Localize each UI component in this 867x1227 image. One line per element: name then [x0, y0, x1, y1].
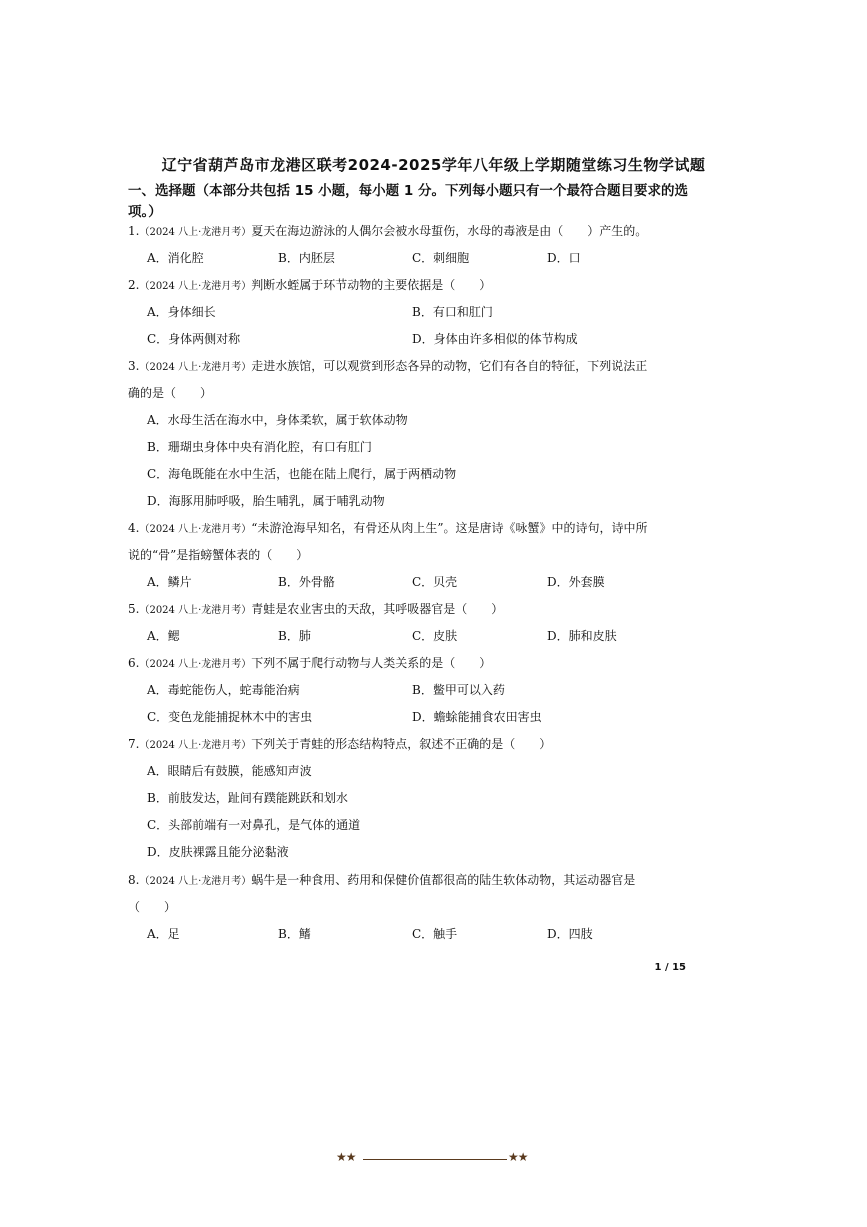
q7-option-b: B．前肢发达，趾间有蹼能跳跃和划水 — [147, 791, 348, 805]
question-7: 7.（2024 八上·龙港月考）下列关于青蛙的形态结构特点，叙述不正确的是（ ） — [128, 737, 552, 751]
q5-option-d: D．肺和皮肤 — [547, 629, 617, 643]
q1-option-c: C．刺细胞 — [412, 251, 470, 265]
q5-option-b: B．肺 — [278, 629, 311, 643]
q7-option-a: A．眼睛后有鼓膜，能感知声波 — [147, 764, 312, 778]
q7-option-c: C．头部前端有一对鼻孔，是气体的通道 — [147, 818, 361, 832]
question-4: 4.（2024 八上·龙港月考）“未游沧海早知名，有骨还从肉上生”。这是唐诗《咏蟹》中的诗句，诗中所 — [128, 521, 648, 535]
star-icon-right: ★★ — [508, 1150, 528, 1164]
question-6: 6.（2024 八上·龙港月考）下列不属于爬行动物与人类关系的是（ ） — [128, 656, 492, 670]
q2-option-a: A．身体细长 — [147, 305, 216, 319]
q2-option-b: B．有口和肛门 — [412, 305, 493, 319]
q8-option-d: D．四肢 — [547, 927, 593, 941]
q4-option-b: B．外骨骼 — [278, 575, 335, 589]
q6-option-a: A．毒蛇能伤人，蛇毒能治病 — [147, 683, 300, 697]
question-4-continued: 说的“骨”是指螃蟹体表的（ ） — [128, 548, 309, 562]
q4-option-c: C．贝壳 — [412, 575, 458, 589]
q5-option-c: C．皮肤 — [412, 629, 458, 643]
q6-option-b: B．鳖甲可以入药 — [412, 683, 505, 697]
section-heading — [128, 181, 698, 223]
q8-option-a: A．足 — [147, 927, 180, 941]
question-8: 8.（2024 八上·龙港月考）蜗牛是一种食用、药用和保健价值都很高的陆生软体动物，其运动器官是 — [128, 873, 636, 887]
q1-option-d: D．口 — [547, 251, 581, 265]
page-number: 1 / 15 — [654, 962, 686, 973]
q1-option-b: B．内胚层 — [278, 251, 335, 265]
question-1: 1.（2024 八上·龙港月考）夏天在海边游泳的人偶尔会被水母蜇伤，水母的毒液是由（ ）产生的。 — [128, 224, 648, 238]
q1-option-a: A．消化腔 — [147, 251, 204, 265]
q6-option-d: D．蟾蜍能捕食农田害虫 — [412, 710, 542, 724]
q8-option-b: B．鳍 — [278, 927, 311, 941]
q2-option-c: C．身体两侧对称 — [147, 332, 241, 346]
q3-option-d: D．海豚用肺呼吸，胎生哺乳，属于哺乳动物 — [147, 494, 385, 508]
q3-option-a: A．水母生活在海水中，身体柔软，属于软体动物 — [147, 413, 408, 427]
q3-option-c: C．海龟既能在水中生活，也能在陆上爬行，属于两栖动物 — [147, 467, 457, 481]
footer-divider — [363, 1159, 507, 1160]
q8-option-c: C．触手 — [412, 927, 458, 941]
question-5: 5.（2024 八上·龙港月考）青蛙是农业害虫的天敌，其呼吸器官是（ ） — [128, 602, 504, 616]
section-heading-line1: 一、选择题（本部分共包括 15 小题，每小题 1 分。下列每小题只有一个最符合题目要求的选 — [128, 183, 688, 199]
star-icon-left: ★★ — [336, 1150, 356, 1164]
question-8-continued: （ ） — [128, 900, 177, 914]
question-3: 3.（2024 八上·龙港月考）走进水族馆，可以观赏到形态各异的动物，它们有各自的特征，下列说法正 — [128, 359, 648, 373]
section-heading-line2: 项。） — [128, 204, 162, 220]
question-2: 2.（2024 八上·龙港月考）判断水蛭属于环节动物的主要依据是（ ） — [128, 278, 492, 292]
q4-option-d: D．外套膜 — [547, 575, 605, 589]
q5-option-a: A．鳃 — [147, 629, 180, 643]
footer-ornament — [336, 1152, 536, 1166]
exam-title: 辽宁省葫芦岛市龙港区联考2024-2025学年八年级上学期随堂练习生物学试题 — [161, 156, 706, 174]
question-3-continued: 确的是（ ） — [128, 386, 213, 400]
q3-option-b: B．珊瑚虫身体中央有消化腔，有口有肛门 — [147, 440, 372, 454]
q7-option-d: D．皮肤裸露且能分泌黏液 — [147, 845, 289, 859]
q6-option-c: C．变色龙能捕捉林木中的害虫 — [147, 710, 313, 724]
q4-option-a: A．鳞片 — [147, 575, 192, 589]
q2-option-d: D．身体由许多相似的体节构成 — [412, 332, 578, 346]
